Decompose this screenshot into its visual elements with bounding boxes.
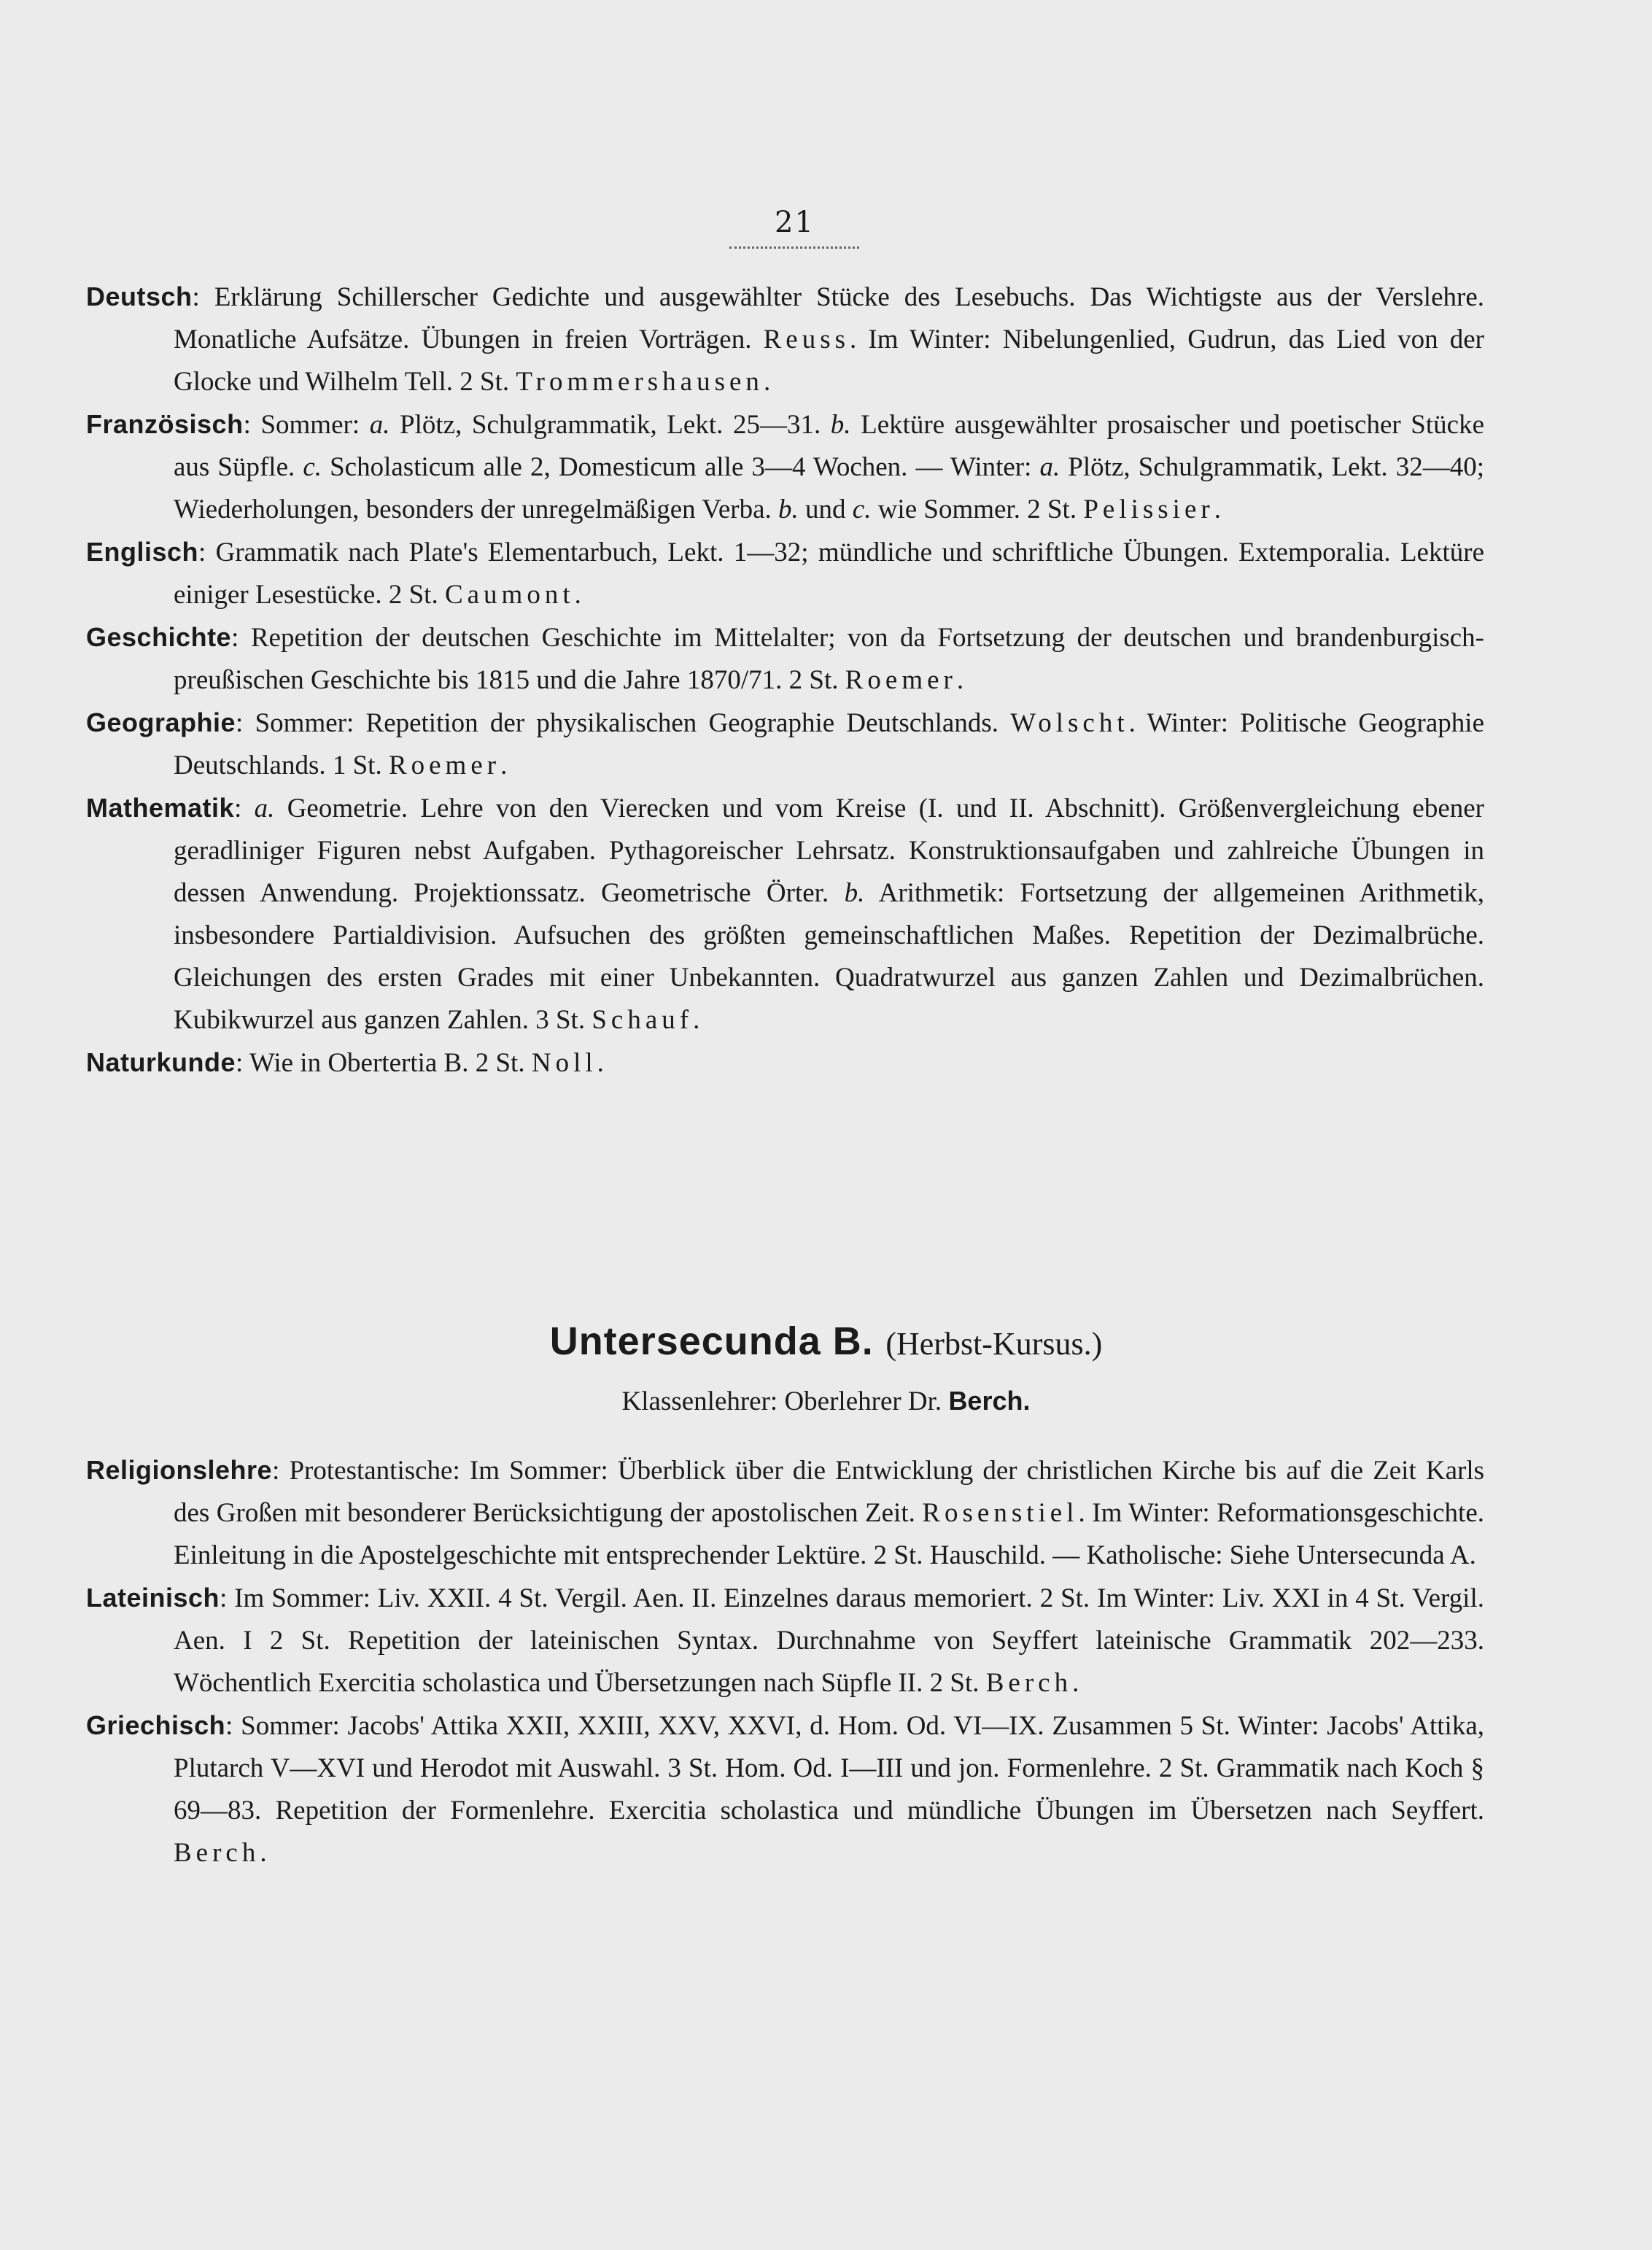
subject-name: Naturkunde	[86, 1047, 236, 1077]
teacher-name: Berch	[985, 1668, 1073, 1698]
text-segment: .	[260, 1838, 267, 1868]
subject-paragraph: Naturkunde: Wie in Obertertia B. 2 St. Noll.	[86, 1047, 604, 1078]
text-segment: . Im Winter: Nibelungenlied, Gudrun, das Lied von der Glocke und Wilhelm Tell. 2 St.	[174, 325, 1484, 397]
teacher-name: Roemer	[388, 750, 501, 780]
subject-paragraph: Griechisch: Sommer: Jacobs' Attika XXII, XXIII, XXV, XXVI, d. Hom. Od. VI—IX. Zusammen 5 St. Winter: Jacobs' Attika, Plutarch V—XVI und Herodot mit Auswahl. 3 St. Hom. Od. I—III und jon. Formenlehre. 2 St. Grammatik nach Koch § 69—83. Repetition der Formenlehre. Exercitia scholastica und mündliche Übungen im Übersetzen nach Seyffert. Berch.	[86, 1710, 1485, 1868]
text-segment: Lektüre ausgewählter prosaischer und poetischer Stücke aus Süpfle.	[174, 410, 1484, 482]
subject-paragraph: Deutsch: Erklärung Schillerscher Gedichte und ausgewählter Stücke des Lesebuchs. Das Wichtigste aus der Verslehre. Monatliche Aufsätze. Übungen in freien Vorträgen. Reuss. Im Winter: Nibelungenlied, Gudrun, das Lied von der Glocke und Wilhelm Tell. 2 St. Trommershausen.	[86, 282, 1484, 397]
text-segment: Sommer: Jacobs' Attika XXII, XXIII, XXV, XXVI, d. Hom. Od. VI—IX. Zusammen 5 St. Winter: Jacobs' Attika, Plutarch V—XVI und Herodot mit Auswahl. 3 St. Hom. Od. I—III und jon. Formenlehre. 2 St. Grammatik nach Koch § 69—83. Repetition der Formenlehre. Exercitia scholastica und mündliche Übungen im Übersetzen nach Seyffert.	[174, 1711, 1485, 1826]
text-segment: .	[763, 367, 771, 397]
subject-name: Englisch	[86, 537, 199, 567]
page-number: 21	[775, 206, 815, 239]
text-segment: . Winter: Politische Geographie Deutschlands. 1 St.	[174, 708, 1485, 780]
teacher-name: Reuss	[763, 325, 850, 354]
teacher-name: Wolscht	[1010, 708, 1129, 738]
text-segment: a.	[1039, 452, 1060, 482]
subject-paragraph: Französisch: Sommer: a. Plötz, Schulgrammatik, Lekt. 25—31. b. Lektüre ausgewählter prosaischer und poetischer Stücke aus Süpfle. c. Scholasticum alle 2, Domesticum alle 3—4 Wochen. — Winter: a. Plötz, Schulgrammatik, Lekt. 32—40; Wiederholungen, besonders der unregelmäßigen Verba. b. und c. wie Sommer. 2 St. Pelissier.	[86, 409, 1484, 524]
subject-name: Deutsch	[86, 282, 193, 311]
text-segment: .	[693, 1005, 700, 1035]
text-segment: Grammatik nach Plate's Elementarbuch, Lekt. 1—32; mündliche und schriftliche Übungen. Extemporalia. Lektüre einiger Lesestücke. 2 St.	[174, 538, 1485, 610]
teacher-name: Roemer	[845, 665, 957, 695]
teacher-name: Berch	[174, 1838, 260, 1868]
subjects-obertertia-continued	[86, 276, 1490, 1085]
text-segment: .	[956, 665, 964, 695]
page-number-rule	[729, 247, 859, 249]
text-segment: .	[1072, 1668, 1079, 1698]
text-segment: Plötz, Schulgrammatik, Lekt. 25—31.	[389, 410, 831, 440]
subject-name: Französisch	[86, 409, 244, 439]
subject-name: Religionslehre	[86, 1455, 273, 1485]
text-segment: c.	[303, 452, 322, 482]
text-segment: Sommer: Repetition der physikalischen Geographie Deutschlands.	[255, 708, 1011, 738]
class-teacher-label: Klassenlehrer: Oberlehrer Dr.	[621, 1386, 942, 1416]
subject-name: Mathematik	[86, 793, 235, 823]
text-segment: wie Sommer. 2 St.	[871, 494, 1084, 524]
text-segment: Protestantische: Im Sommer: Überblick über die Entwicklung der christlichen Kirche bis auf die Zeit Karls des Großen mit besonderer Berücksichtigung der apostolischen Zeit.	[174, 1456, 1485, 1528]
text-segment: .	[500, 750, 508, 780]
subject-paragraph: Geschichte: Repetition der deutschen Geschichte im Mittelalter; von da Fortsetzung der deutschen und brandenburgisch-preußischen Geschichte bis 1815 und die Jahre 1870/71. 2 St. Roemer.	[86, 622, 1485, 695]
subject-name: Griechisch	[86, 1710, 226, 1740]
text-segment: .	[597, 1048, 604, 1078]
text-segment: Scholasticum alle 2, Domesticum alle 3—4 Wochen. — Winter:	[322, 452, 1040, 482]
subject-name: Geographie	[86, 707, 236, 737]
class-teacher-line	[0, 1386, 1652, 1417]
section-subtitle: (Herbst-Kursus.)	[885, 1326, 1103, 1362]
text-segment: a.	[254, 794, 275, 823]
subject-paragraph: Lateinisch: Im Sommer: Liv. XXII. 4 St. Vergil. Aen. II. Einzelnes daraus memoriert. 2 St. Im Winter: Liv. XXI in 4 St. Vergil. Aen. I 2 St. Repetition der lateinischen Syntax. Durchnahme von Seyffert lateinische Grammatik 202—233. Wöchentlich Exercitia scholastica und Übersetzungen nach Süpfle II. 2 St. Berch.	[86, 1583, 1484, 1698]
text-segment: a.	[369, 410, 390, 440]
class-teacher-name: Berch.	[948, 1386, 1031, 1416]
subject-name: Lateinisch	[86, 1583, 220, 1613]
text-segment: b.	[830, 410, 851, 440]
text-segment: Arithmetik: Fortsetzung der allgemeinen Arithmetik, insbesondere Partialdivision. Aufsuchen des größten gemeinschaftlichen Maßes. Repetition der Dezimalbrüche. Gleichungen des ersten Grades mit einer Unbekannten. Quadratwurzel aus ganzen Zahlen und Dezimalbrüchen. Kubikwurzel aus ganzen Zahlen. 3 St.	[174, 878, 1484, 1035]
teacher-name: Rosenstiel	[922, 1498, 1079, 1528]
text-segment: .	[1214, 494, 1221, 524]
text-segment: Plötz, Schulgrammatik, Lekt. 32—40; Wiederholungen, besonders der unregelmäßigen Verba.	[174, 452, 1484, 524]
text-segment: b.	[844, 878, 865, 908]
subject-paragraph: Englisch: Grammatik nach Plate's Elementarbuch, Lekt. 1—32; mündliche und schriftliche Übungen. Extemporalia. Lektüre einiger Lesestücke. 2 St. Caumont.	[86, 537, 1485, 610]
section-title: Untersecunda B.	[549, 1319, 874, 1363]
text-segment: c.	[852, 494, 872, 524]
text-segment: . Im Winter: Reformationsgeschichte. Einleitung in die Apostelgeschichte mit entsprechender Lektüre. 2 St. Hauschild. — Katholische: Siehe Untersecunda A.	[174, 1498, 1484, 1570]
text-segment: Sommer:	[260, 410, 370, 440]
teacher-name: Schauf	[592, 1005, 694, 1035]
text-segment: und	[798, 494, 853, 524]
text-segment: Geometrie. Lehre von den Vierecken und vom Kreise (I. und II. Abschnitt). Größenvergleichung ebener geradliniger Figuren nebst Aufgaben. Pythagoreischer Lehrsatz. Konstruktionsaufgaben und zahlreiche Übungen in dessen Anwendung. Projektionssatz. Geometrische Örter.	[174, 794, 1485, 908]
teacher-name: Pelissier	[1083, 494, 1214, 524]
subject-paragraph: Geographie: Sommer: Repetition der physikalischen Geographie Deutschlands. Wolscht. Winter: Politische Geographie Deutschlands. 1 St. Roemer.	[86, 707, 1485, 780]
text-segment: .	[574, 580, 581, 610]
subject-paragraph: Religionslehre: Protestantische: Im Sommer: Überblick über die Entwicklung der christlichen Kirche bis auf die Zeit Karls des Großen mit besonderer Berücksichtigung der apostolischen Zeit. Rosenstiel. Im Winter: Reformationsgeschichte. Einleitung in die Apostelgeschichte mit entsprechender Lektüre. 2 St. Hauschild. — Katholische: Siehe Untersecunda A.	[86, 1455, 1485, 1570]
text-segment: Erklärung Schillerscher Gedichte und ausgewählter Stücke des Lesebuchs. Das Wichtigste aus der Verslehre. Monatliche Aufsätze. Übungen in freien Vorträgen.	[174, 282, 1484, 354]
text-segment: Wie in Obertertia B. 2 St.	[249, 1048, 532, 1078]
subject-name: Geschichte	[86, 622, 232, 652]
teacher-name: Trommershausen	[516, 367, 764, 397]
text-segment: Repetition der deutschen Geschichte im Mittelalter; von da Fortsetzung der deutschen und brandenburgisch-preußischen Geschichte bis 1815 und die Jahre 1870/71. 2 St.	[174, 623, 1485, 695]
subject-paragraph: Mathematik: a. Geometrie. Lehre von den Vierecken und vom Kreise (I. und II. Abschnitt). Größenvergleichung ebener geradliniger Figuren nebst Aufgaben. Pythagoreischer Lehrsatz. Konstruktionsaufgaben und zahlreiche Übungen in dessen Anwendung. Projektionssatz. Geometrische Örter. b. Arithmetik: Fortsetzung der allgemeinen Arithmetik, insbesondere Partialdivision. Aufsuchen des größten gemeinschaftlichen Maßes. Repetition der Dezimalbrüche. Gleichungen des ersten Grades mit einer Unbekannten. Quadratwurzel aus ganzen Zahlen und Dezimalbrüchen. Kubikwurzel aus ganzen Zahlen. 3 St. Schauf.	[86, 793, 1485, 1035]
teacher-name: Noll	[531, 1048, 597, 1078]
text-segment: Im Sommer: Liv. XXII. 4 St. Vergil. Aen. II. Einzelnes daraus memoriert. 2 St. Im Winter: Liv. XXI in 4 St. Vergil. Aen. I 2 St. Repetition der lateinischen Syntax. Durchnahme von Seyffert lateinische Grammatik 202—233. Wöchentlich Exercitia scholastica und Übersetzungen nach Süpfle II. 2 St.	[174, 1583, 1484, 1698]
section-heading	[0, 1319, 1652, 1364]
text-segment: b.	[778, 494, 799, 524]
teacher-name: Caumont	[444, 580, 575, 610]
subjects-untersecunda-b	[86, 1449, 1490, 1874]
